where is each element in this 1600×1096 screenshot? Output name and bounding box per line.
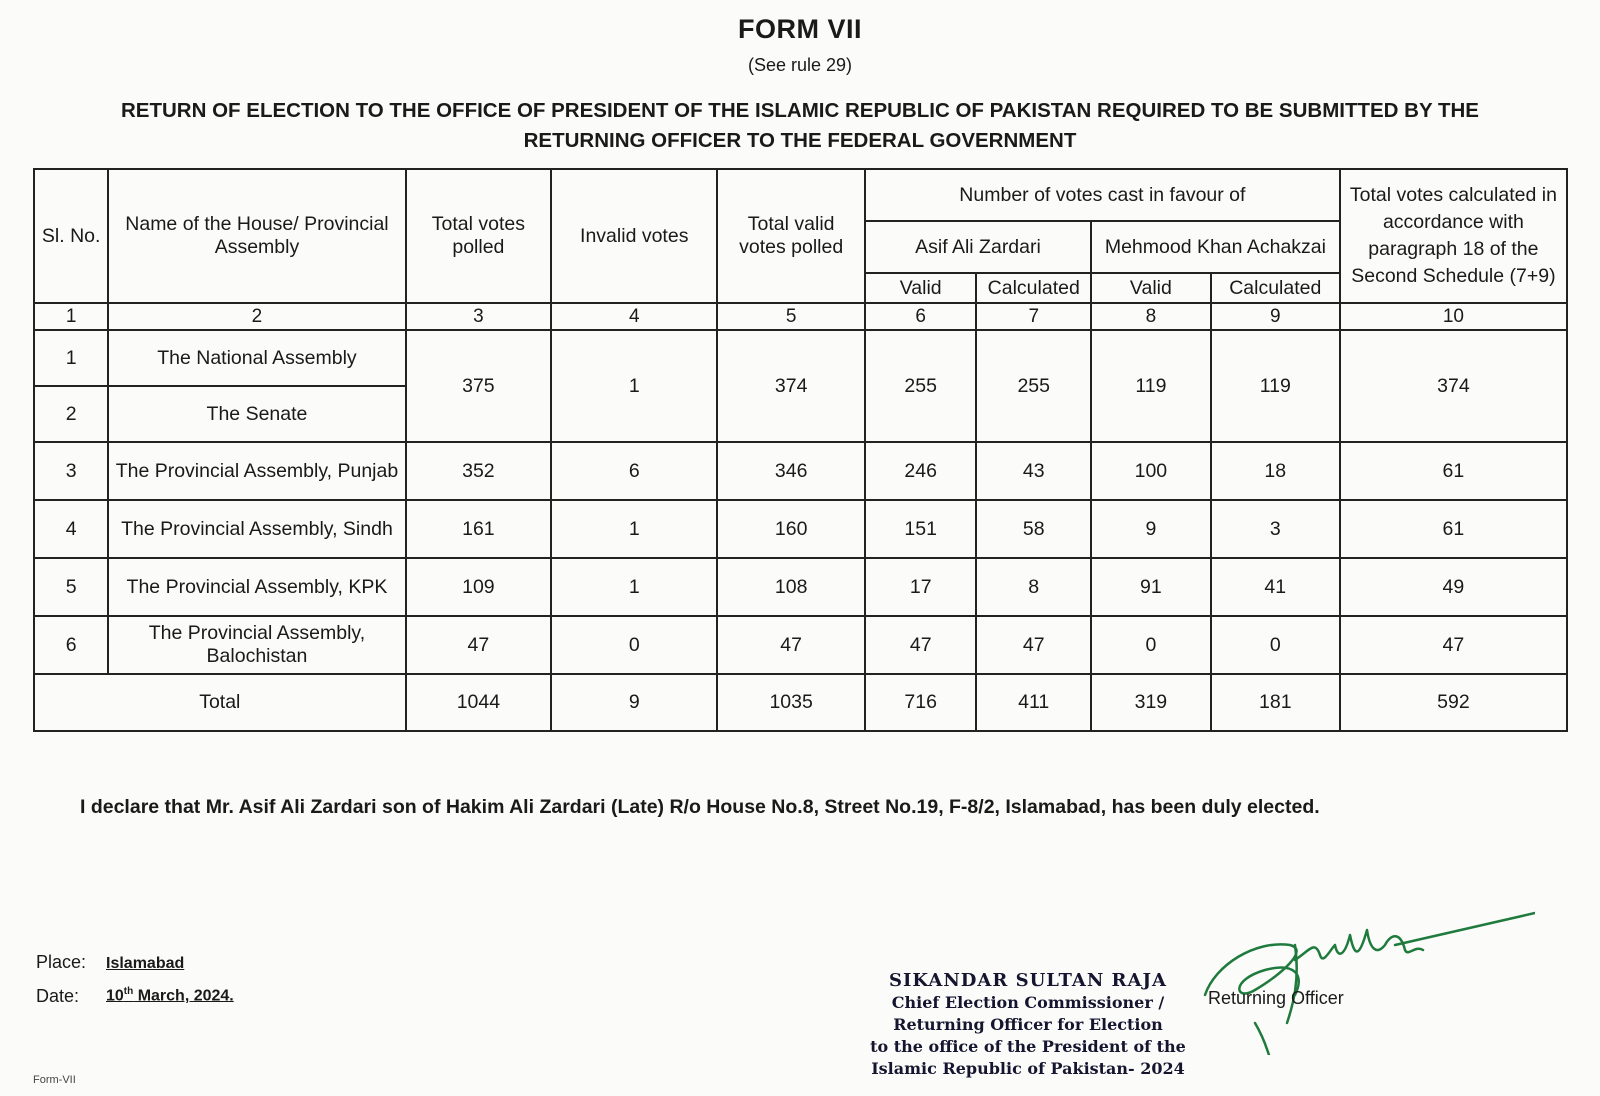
column-number: 10 bbox=[1340, 303, 1567, 330]
officer-stamp bbox=[858, 970, 1198, 1080]
cell-total-calculated: 374 bbox=[1340, 330, 1567, 442]
cell-achakzai-valid: 119 bbox=[1091, 330, 1211, 442]
date-suffix: th bbox=[123, 986, 134, 997]
row-house-name: The Senate bbox=[108, 386, 405, 442]
returning-officer-label: Returning Officer bbox=[1208, 988, 1344, 1008]
stamp-line: to the office of the President of the bbox=[870, 1037, 1186, 1056]
cell-achakzai-valid: 91 bbox=[1091, 558, 1211, 616]
column-number: 9 bbox=[1211, 303, 1340, 330]
cell-achakzai-valid: 9 bbox=[1091, 500, 1211, 558]
cell-zardari-calculated: 8 bbox=[976, 558, 1091, 616]
header-achakzai-valid: Valid bbox=[1091, 273, 1211, 303]
total-polled: 1044 bbox=[406, 674, 552, 731]
column-number: 5 bbox=[717, 303, 865, 330]
cell-total-polled: 375 bbox=[406, 330, 552, 442]
total-zardari-valid: 716 bbox=[865, 674, 976, 731]
stamp-line: Chief Election Commissioner / bbox=[891, 993, 1165, 1012]
cell-total-polled: 109 bbox=[406, 558, 552, 616]
declaration: I declare that Mr. Asif Ali Zardari son of Hakim Ali Zardari (Late) R/o House No.8, Street No.19, F-8/2, Islamabad, has been duly elected. bbox=[80, 796, 1320, 818]
cell-achakzai-calculated: 0 bbox=[1211, 616, 1340, 674]
row-house-name: The Provincial Assembly, Punjab bbox=[108, 442, 405, 500]
form-rule: (See rule 29) bbox=[747, 55, 853, 75]
place-label: Place: bbox=[36, 952, 87, 972]
place-value: Islamabad bbox=[106, 955, 185, 972]
cell-zardari-calculated: 58 bbox=[976, 500, 1091, 558]
column-number: 4 bbox=[551, 303, 717, 330]
cell-achakzai-calculated: 18 bbox=[1211, 442, 1340, 500]
table-row bbox=[34, 558, 1567, 616]
cell-achakzai-calculated: 119 bbox=[1211, 330, 1340, 442]
column-number: 8 bbox=[1091, 303, 1211, 330]
row-sl-no: 3 bbox=[34, 442, 108, 500]
header-house-name: Name of the House/ Provincial Assembly bbox=[108, 169, 405, 303]
cell-achakzai-valid: 100 bbox=[1091, 442, 1211, 500]
row-house-name: The National Assembly bbox=[108, 330, 405, 386]
header-votes-in-favour: Number of votes cast in favour of bbox=[865, 169, 1340, 221]
row-house-name: The Provincial Assembly, KPK bbox=[108, 558, 405, 616]
date-value bbox=[106, 986, 234, 1005]
header-zardari-valid: Valid bbox=[865, 273, 976, 303]
row-house-name: The Provincial Assembly, Balochistan bbox=[108, 616, 405, 674]
cell-total-calculated: 49 bbox=[1340, 558, 1567, 616]
header-zardari-calculated: Calculated bbox=[976, 273, 1091, 303]
column-number: 6 bbox=[865, 303, 976, 330]
column-number: 7 bbox=[976, 303, 1091, 330]
cell-achakzai-valid: 0 bbox=[1091, 616, 1211, 674]
total-valid: 1035 bbox=[717, 674, 865, 731]
cell-total-polled: 47 bbox=[406, 616, 552, 674]
date-day: 10 bbox=[106, 987, 124, 1005]
header-total-votes-polled: Total votes polled bbox=[406, 169, 552, 303]
column-number: 1 bbox=[34, 303, 108, 330]
cell-total-calculated: 61 bbox=[1340, 442, 1567, 500]
document-heading: RETURN OF ELECTION TO THE OFFICE OF PRESIDENT OF THE ISLAMIC REPUBLIC OF PAKISTAN REQUIRED TO BE SUBMITTED BY THE RETURNING OFFICER TO THE FEDERAL GOVERNMENT bbox=[121, 99, 1479, 152]
row-sl-no: 4 bbox=[34, 500, 108, 558]
row-house-name: The Provincial Assembly, Sindh bbox=[108, 500, 405, 558]
cell-zardari-valid: 246 bbox=[865, 442, 976, 500]
total-row bbox=[34, 674, 1567, 731]
cell-total-valid: 160 bbox=[717, 500, 865, 558]
total-label: Total bbox=[34, 674, 406, 731]
cell-total-polled: 161 bbox=[406, 500, 552, 558]
table-row bbox=[34, 500, 1567, 558]
row-sl-no: 5 bbox=[34, 558, 108, 616]
stamp-line: Returning Officer for Election bbox=[893, 1015, 1163, 1034]
cell-invalid: 1 bbox=[551, 558, 717, 616]
cell-total-polled: 352 bbox=[406, 442, 552, 500]
stamp-officer-name: SIKANDAR SULTAN RAJA bbox=[889, 970, 1167, 991]
cell-zardari-valid: 255 bbox=[865, 330, 976, 442]
cell-invalid: 1 bbox=[551, 500, 717, 558]
cell-zardari-calculated: 255 bbox=[976, 330, 1091, 442]
header-invalid-votes: Invalid votes bbox=[551, 169, 717, 303]
date-label: Date: bbox=[36, 986, 80, 1006]
header-sl-no: Sl. No. bbox=[34, 169, 108, 303]
cell-achakzai-calculated: 41 bbox=[1211, 558, 1340, 616]
signature-icon bbox=[1195, 905, 1535, 1055]
row-sl-no: 6 bbox=[34, 616, 108, 674]
cell-invalid: 0 bbox=[551, 616, 717, 674]
cell-total-calculated: 61 bbox=[1340, 500, 1567, 558]
header-total-calculated: Total votes calculated in accordance with paragraph 18 of the Second Schedule (7+9) bbox=[1340, 169, 1567, 303]
column-number: 3 bbox=[406, 303, 552, 330]
column-number-row bbox=[34, 303, 1567, 330]
column-number: 2 bbox=[108, 303, 405, 330]
cell-invalid: 6 bbox=[551, 442, 717, 500]
cell-achakzai-calculated: 3 bbox=[1211, 500, 1340, 558]
form-footer-code: Form-VII bbox=[33, 1074, 76, 1086]
total-zardari-calculated: 411 bbox=[976, 674, 1091, 731]
total-achakzai-valid: 319 bbox=[1091, 674, 1211, 731]
cell-total-valid: 108 bbox=[717, 558, 865, 616]
cell-zardari-valid: 151 bbox=[865, 500, 976, 558]
stamp-line: Islamic Republic of Pakistan- 2024 bbox=[871, 1059, 1185, 1078]
table-row bbox=[34, 442, 1567, 500]
table-row bbox=[34, 330, 1567, 386]
header-candidate-achakzai: Mehmood Khan Achakzai bbox=[1091, 221, 1340, 273]
total-calculated: 592 bbox=[1340, 674, 1567, 731]
cell-total-valid: 346 bbox=[717, 442, 865, 500]
header-total-valid-votes: Total valid votes polled bbox=[717, 169, 865, 303]
cell-total-valid: 374 bbox=[717, 330, 865, 442]
cell-total-valid: 47 bbox=[717, 616, 865, 674]
table-row bbox=[34, 616, 1567, 674]
row-sl-no: 2 bbox=[34, 386, 108, 442]
row-sl-no: 1 bbox=[34, 330, 108, 386]
form-title: FORM VII bbox=[738, 14, 862, 44]
cell-invalid: 1 bbox=[551, 330, 717, 442]
cell-zardari-valid: 47 bbox=[865, 616, 976, 674]
total-invalid: 9 bbox=[551, 674, 717, 731]
total-achakzai-calculated: 181 bbox=[1211, 674, 1340, 731]
date-rest: March, 2024. bbox=[133, 987, 234, 1005]
cell-zardari-valid: 17 bbox=[865, 558, 976, 616]
header-achakzai-calculated: Calculated bbox=[1211, 273, 1340, 303]
cell-zardari-calculated: 47 bbox=[976, 616, 1091, 674]
cell-total-calculated: 47 bbox=[1340, 616, 1567, 674]
election-return-table bbox=[33, 168, 1568, 732]
header-candidate-zardari: Asif Ali Zardari bbox=[865, 221, 1091, 273]
cell-zardari-calculated: 43 bbox=[976, 442, 1091, 500]
